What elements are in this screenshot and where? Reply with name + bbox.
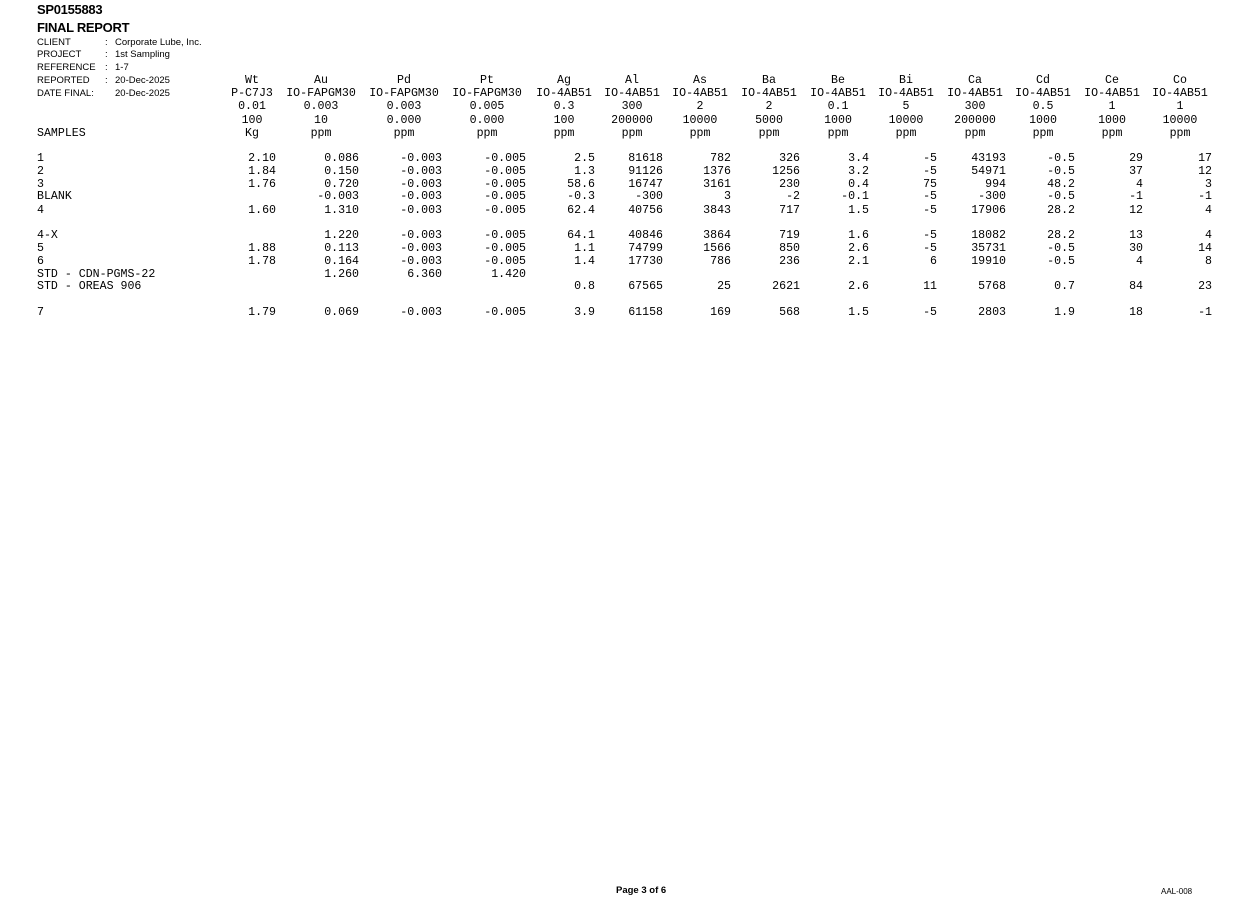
- column-header-upper-limit: 1000: [824, 114, 852, 127]
- column-header-method: IO-FAPGM30: [286, 87, 356, 100]
- meta-separator: :: [105, 75, 108, 86]
- meta-value: 20-Dec-2025: [115, 88, 170, 99]
- column-header-element: Pd: [397, 74, 411, 87]
- column-header-unit: ppm: [758, 127, 780, 140]
- table-cell: 0.150: [324, 165, 359, 178]
- table-cell: 717: [779, 204, 800, 217]
- table-cell: 2.10: [248, 152, 276, 165]
- table-cell: 12: [1129, 204, 1143, 217]
- table-cell: 1.60: [248, 204, 276, 217]
- table-cell: -0.5: [1047, 190, 1075, 203]
- table-cell: 1.4: [574, 255, 595, 268]
- table-cell: 1.88: [248, 242, 276, 255]
- column-header-unit: ppm: [1101, 127, 1123, 140]
- table-cell: 3: [1205, 178, 1212, 191]
- table-cell: -0.005: [484, 152, 526, 165]
- table-cell: 40756: [628, 204, 663, 217]
- meta-date-final: [37, 88, 170, 100]
- column-header-lower-limit: 0.5: [1032, 100, 1054, 113]
- column-header-element: Ag: [557, 74, 571, 87]
- column-header-method: IO-4AB51: [1015, 87, 1071, 100]
- table-cell: 3: [724, 190, 731, 203]
- page-number: Page 3 of 6: [616, 885, 667, 896]
- table-cell: -1: [1198, 306, 1212, 319]
- column-header-unit: ppm: [476, 127, 498, 140]
- table-cell: 48.2: [1047, 178, 1075, 191]
- column-header-lower-limit: 300: [621, 100, 643, 113]
- meta-separator: :: [105, 62, 108, 73]
- table-cell: 0.069: [324, 306, 359, 319]
- table-cell: -0.005: [484, 190, 526, 203]
- column-header-unit: ppm: [1032, 127, 1054, 140]
- table-cell: 37: [1129, 165, 1143, 178]
- table-cell: 3.4: [848, 152, 869, 165]
- table-cell: 3161: [703, 178, 731, 191]
- table-cell: -0.5: [1047, 242, 1075, 255]
- column-header-element: Wt: [245, 74, 259, 87]
- table-cell: -0.005: [484, 255, 526, 268]
- table-cell: 3.2: [848, 165, 869, 178]
- table-cell: -0.005: [484, 204, 526, 217]
- column-header-method: IO-4AB51: [536, 87, 592, 100]
- table-cell: 1256: [772, 165, 800, 178]
- table-cell: 230: [779, 178, 800, 191]
- table-cell: 326: [779, 152, 800, 165]
- sample-id: STD - OREAS 906: [37, 280, 142, 293]
- meta-project: [37, 49, 170, 61]
- table-cell: 29: [1129, 152, 1143, 165]
- column-header-lower-limit: 0.3: [553, 100, 575, 113]
- table-cell: 3864: [703, 229, 731, 242]
- column-header-method: IO-FAPGM30: [452, 87, 522, 100]
- table-cell: -0.003: [317, 190, 359, 203]
- column-header-upper-limit: 200000: [611, 114, 653, 127]
- sample-id: 4-X: [37, 229, 58, 242]
- column-header-upper-limit: 10000: [682, 114, 718, 127]
- column-header-upper-limit: 1000: [1029, 114, 1057, 127]
- table-cell: -0.5: [1047, 255, 1075, 268]
- table-cell: 0.720: [324, 178, 359, 191]
- table-cell: 12: [1198, 165, 1212, 178]
- table-cell: 6: [930, 255, 937, 268]
- meta-separator: :: [105, 37, 108, 48]
- table-cell: -300: [978, 190, 1006, 203]
- column-header-method: P-C7J3: [231, 87, 273, 100]
- table-cell: 994: [985, 178, 1006, 191]
- table-cell: 1.5: [848, 204, 869, 217]
- table-cell: 64.1: [567, 229, 595, 242]
- table-cell: 1.3: [574, 165, 595, 178]
- column-header-lower-limit: 0.005: [469, 100, 505, 113]
- table-cell: 4: [1136, 255, 1143, 268]
- column-header-upper-limit: 100: [241, 114, 263, 127]
- column-header-unit: Kg: [245, 127, 259, 140]
- column-header-element: Bi: [899, 74, 913, 87]
- table-cell: 1.220: [324, 229, 359, 242]
- column-header-upper-limit: 10000: [888, 114, 924, 127]
- form-code: AAL-008: [1161, 887, 1193, 896]
- column-header-unit: ppm: [310, 127, 332, 140]
- report-type: FINAL REPORT: [37, 20, 130, 35]
- table-cell: -0.005: [484, 306, 526, 319]
- sample-id: BLANK: [37, 190, 72, 203]
- table-cell: 11: [923, 280, 937, 293]
- column-header-method: IO-4AB51: [878, 87, 934, 100]
- column-header-upper-limit: 10000: [1162, 114, 1198, 127]
- table-cell: -5: [923, 190, 937, 203]
- table-cell: 1.84: [248, 165, 276, 178]
- table-cell: -0.005: [484, 165, 526, 178]
- table-cell: 1.420: [491, 268, 526, 281]
- table-cell: -0.3: [567, 190, 595, 203]
- table-cell: 2.5: [574, 152, 595, 165]
- column-header-lower-limit: 1: [1108, 100, 1116, 113]
- table-cell: 6.360: [407, 268, 442, 281]
- column-header-element: Au: [314, 74, 328, 87]
- table-cell: 13: [1129, 229, 1143, 242]
- table-cell: 8: [1205, 255, 1212, 268]
- meta-label: REFERENCE: [37, 62, 96, 73]
- table-cell: 1.1: [574, 242, 595, 255]
- table-cell: -0.003: [400, 165, 442, 178]
- table-cell: -0.005: [484, 178, 526, 191]
- table-cell: 2621: [772, 280, 800, 293]
- column-header-unit: ppm: [689, 127, 711, 140]
- column-header-element: Ba: [762, 74, 776, 87]
- table-cell: 0.113: [324, 242, 359, 255]
- table-cell: 568: [779, 306, 800, 319]
- sample-id: 4: [37, 204, 44, 217]
- meta-value: 20-Dec-2025: [115, 75, 170, 86]
- sample-id: 6: [37, 255, 44, 268]
- table-cell: 1376: [703, 165, 731, 178]
- table-cell: -0.003: [400, 204, 442, 217]
- column-header-lower-limit: 1: [1176, 100, 1184, 113]
- table-cell: -0.1: [841, 190, 869, 203]
- column-header-unit: ppm: [895, 127, 917, 140]
- column-header-element: Ce: [1105, 74, 1119, 87]
- column-header-element: Be: [831, 74, 845, 87]
- column-header-unit: ppm: [827, 127, 849, 140]
- table-cell: 30: [1129, 242, 1143, 255]
- table-cell: 28.2: [1047, 204, 1075, 217]
- table-cell: -5: [923, 152, 937, 165]
- table-cell: 0.086: [324, 152, 359, 165]
- table-cell: 35731: [971, 242, 1006, 255]
- meta-separator: :: [105, 49, 108, 60]
- meta-label: CLIENT: [37, 37, 71, 48]
- column-header-unit: ppm: [1169, 127, 1191, 140]
- column-header-method: IO-FAPGM30: [369, 87, 439, 100]
- table-cell: -0.003: [400, 242, 442, 255]
- table-cell: 2803: [978, 306, 1006, 319]
- column-header-unit: ppm: [393, 127, 415, 140]
- sample-id: STD - CDN-PGMS-22: [37, 268, 156, 281]
- table-cell: 4: [1205, 229, 1212, 242]
- table-cell: 2.1: [848, 255, 869, 268]
- table-cell: 0.4: [848, 178, 869, 191]
- table-cell: 3.9: [574, 306, 595, 319]
- meta-label: REPORTED: [37, 75, 90, 86]
- column-header-method: IO-4AB51: [947, 87, 1003, 100]
- table-cell: 4: [1205, 204, 1212, 217]
- table-cell: 43193: [971, 152, 1006, 165]
- table-cell: 40846: [628, 229, 663, 242]
- column-header-lower-limit: 2: [765, 100, 773, 113]
- table-cell: -0.5: [1047, 165, 1075, 178]
- meta-reference: [37, 62, 129, 74]
- table-cell: 1.79: [248, 306, 276, 319]
- table-cell: -1: [1129, 190, 1143, 203]
- column-header-upper-limit: 0.000: [386, 114, 422, 127]
- column-header-element: As: [693, 74, 707, 87]
- column-header-method: IO-4AB51: [741, 87, 797, 100]
- table-cell: 58.6: [567, 178, 595, 191]
- table-cell: -5: [923, 306, 937, 319]
- table-cell: 4: [1136, 178, 1143, 191]
- meta-reported: [37, 75, 170, 87]
- meta-label: DATE FINAL:: [37, 88, 94, 99]
- table-cell: 5768: [978, 280, 1006, 293]
- column-header-lower-limit: 0.1: [827, 100, 849, 113]
- column-header-upper-limit: 1000: [1098, 114, 1126, 127]
- table-cell: -0.005: [484, 229, 526, 242]
- column-header-unit: ppm: [964, 127, 986, 140]
- column-header-lower-limit: 5: [902, 100, 910, 113]
- column-header-upper-limit: 0.000: [469, 114, 505, 127]
- table-cell: 0.7: [1054, 280, 1075, 293]
- table-cell: -5: [923, 229, 937, 242]
- table-cell: 169: [710, 306, 731, 319]
- table-cell: 54971: [971, 165, 1006, 178]
- table-cell: 2.6: [848, 242, 869, 255]
- table-cell: 17906: [971, 204, 1006, 217]
- table-cell: -0.003: [400, 306, 442, 319]
- table-cell: -0.003: [400, 255, 442, 268]
- meta-value: 1st Sampling: [115, 49, 170, 60]
- table-cell: -0.003: [400, 152, 442, 165]
- table-cell: 786: [710, 255, 731, 268]
- sample-id: 1: [37, 152, 44, 165]
- column-header-element: Cd: [1036, 74, 1050, 87]
- table-cell: 23: [1198, 280, 1212, 293]
- column-header-upper-limit: 5000: [755, 114, 783, 127]
- table-cell: 74799: [628, 242, 663, 255]
- table-cell: 236: [779, 255, 800, 268]
- column-header-method: IO-4AB51: [604, 87, 660, 100]
- sample-id: 2: [37, 165, 44, 178]
- column-header-lower-limit: 0.003: [386, 100, 422, 113]
- column-header-unit: ppm: [553, 127, 575, 140]
- meta-client: [37, 37, 202, 49]
- table-cell: 81618: [628, 152, 663, 165]
- column-header-element: Al: [625, 74, 639, 87]
- table-cell: 25: [717, 280, 731, 293]
- table-cell: -0.5: [1047, 152, 1075, 165]
- table-cell: 1566: [703, 242, 731, 255]
- table-cell: 16747: [628, 178, 663, 191]
- column-header-method: IO-4AB51: [1084, 87, 1140, 100]
- table-cell: 61158: [628, 306, 663, 319]
- column-header-method: IO-4AB51: [672, 87, 728, 100]
- table-cell: 1.310: [324, 204, 359, 217]
- table-cell: 0.164: [324, 255, 359, 268]
- table-cell: 3843: [703, 204, 731, 217]
- table-cell: 850: [779, 242, 800, 255]
- column-header-element: Pt: [480, 74, 494, 87]
- column-header-method: IO-4AB51: [1152, 87, 1208, 100]
- table-cell: 1.5: [848, 306, 869, 319]
- table-cell: 1.76: [248, 178, 276, 191]
- table-cell: 0.8: [574, 280, 595, 293]
- table-cell: 2.6: [848, 280, 869, 293]
- column-header-upper-limit: 100: [553, 114, 575, 127]
- sample-id: 5: [37, 242, 44, 255]
- column-header-lower-limit: 0.003: [303, 100, 339, 113]
- table-cell: 1.6: [848, 229, 869, 242]
- table-cell: 719: [779, 229, 800, 242]
- table-cell: 1.78: [248, 255, 276, 268]
- table-cell: 782: [710, 152, 731, 165]
- table-cell: -300: [635, 190, 663, 203]
- column-header-lower-limit: 2: [696, 100, 704, 113]
- table-cell: 17730: [628, 255, 663, 268]
- sample-id: 3: [37, 178, 44, 191]
- table-cell: -5: [923, 242, 937, 255]
- column-header-method: IO-4AB51: [810, 87, 866, 100]
- table-cell: 67565: [628, 280, 663, 293]
- table-cell: -5: [923, 204, 937, 217]
- table-cell: -1: [1198, 190, 1212, 203]
- table-cell: 18: [1129, 306, 1143, 319]
- meta-value: Corporate Lube, Inc.: [115, 37, 202, 48]
- sample-id: 7: [37, 306, 44, 319]
- table-cell: -0.005: [484, 242, 526, 255]
- table-cell: 14: [1198, 242, 1212, 255]
- table-cell: -0.003: [400, 190, 442, 203]
- table-cell: 91126: [628, 165, 663, 178]
- column-header-element: Ca: [968, 74, 982, 87]
- samples-column-label: SAMPLES: [37, 127, 86, 140]
- column-header-upper-limit: 10: [314, 114, 328, 127]
- table-cell: -0.003: [400, 229, 442, 242]
- table-cell: -2: [786, 190, 800, 203]
- table-cell: 17: [1198, 152, 1212, 165]
- column-header-unit: ppm: [621, 127, 643, 140]
- meta-value: 1-7: [115, 62, 129, 73]
- meta-label: PROJECT: [37, 49, 82, 60]
- column-header-upper-limit: 200000: [954, 114, 996, 127]
- table-cell: -0.003: [400, 178, 442, 191]
- column-header-lower-limit: 0.01: [238, 100, 266, 113]
- column-header-lower-limit: 300: [964, 100, 986, 113]
- column-header-element: Co: [1173, 74, 1187, 87]
- table-cell: 18082: [971, 229, 1006, 242]
- table-cell: 19910: [971, 255, 1006, 268]
- report-id: SP0155883: [37, 2, 103, 17]
- table-cell: 75: [923, 178, 937, 191]
- table-cell: 1.9: [1054, 306, 1075, 319]
- table-cell: 1.260: [324, 268, 359, 281]
- table-cell: -5: [923, 165, 937, 178]
- table-cell: 84: [1129, 280, 1143, 293]
- table-cell: 62.4: [567, 204, 595, 217]
- table-cell: 28.2: [1047, 229, 1075, 242]
